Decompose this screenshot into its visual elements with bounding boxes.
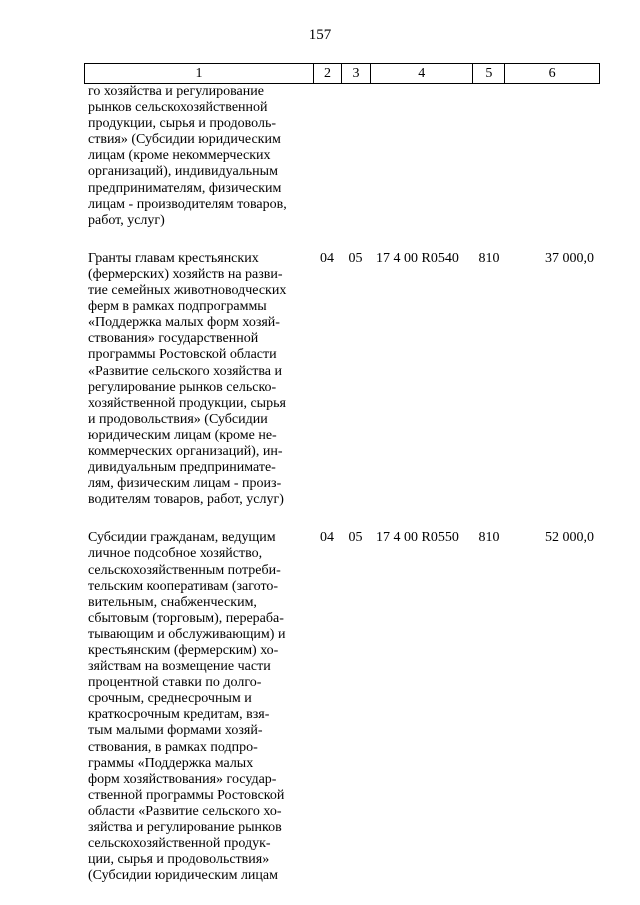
row-vr [473, 84, 505, 229]
header-col-5: 5 [472, 64, 504, 83]
row-vr: 810 [478, 530, 500, 546]
header-col-2: 2 [313, 64, 341, 83]
row-rz: 04 [320, 530, 334, 546]
table-row [84, 84, 600, 229]
row-vr: 810 [478, 250, 500, 266]
row-pr [341, 84, 370, 229]
page-number: 157 [308, 27, 332, 43]
row-description: го хозяйства и регулирование рынков сельскохозяйственной продукции, сырья и продоволь- ствия» (Субсидии юридическим лицам (кроме некоммерческих организаций), индивидуальным предпринимателям, физическим лицам - производителям товаров, работ, услуг) [88, 84, 287, 228]
table-body [84, 84, 600, 884]
row-pr: 05 [348, 530, 363, 546]
table-header [84, 63, 600, 84]
row-rz: 04 [320, 250, 334, 266]
row-pr: 05 [348, 250, 363, 266]
row-amount: 52 000,0 [545, 530, 594, 546]
row-amount [505, 84, 600, 229]
row-description: Гранты главам крестьянских (фермерских) хозяйств на разви- тие семейных животноводческих ферм в рамках подпрограммы «Поддержка малых форм хозяй- ствования» государственной программы Ростовской области «Развитие сельского хозяйства и регулирование рынков сельско- хозяйственной продукции, сырья и продовольствия» (Субсидии юридическим лицам (кроме не- коммерческих организаций), ин- дивидуальным предпринимате- лям, физическим лицам - произ- водителям товаров, работ, услуг) [88, 250, 287, 508]
header-col-6: 6 [504, 64, 599, 83]
header-col-1: 1 [195, 65, 203, 81]
row-amount: 37 000,0 [545, 250, 594, 266]
row-spacer [84, 508, 600, 530]
table-row [84, 530, 600, 884]
row-csr: 17 4 00 R0540 [376, 250, 459, 266]
header-col-3: 3 [341, 64, 370, 83]
row-rz [313, 84, 341, 229]
table-row [84, 251, 600, 509]
row-csr [370, 84, 473, 229]
row-csr: 17 4 00 R0550 [376, 530, 459, 546]
header-col-4: 4 [370, 64, 473, 83]
row-spacer [84, 229, 600, 251]
row-description: Субсидии гражданам, ведущим личное подсобное хозяйство, сельскохозяйственным потреби- тельским кооперативам (загото- вительным, снабженческим, сбытовым (торговым), перераба- тывающим и обслуживающим) и крестьянским (фермерским) хо- зяйствам на возмещение части процентной ставки по долго- срочным, среднесрочным и краткосрочным кредитам, взя- тым малыми формами хозяй- ствования, в рамках подпро- граммы «Поддержка малых форм хозяйствования» государ- ственной программы Ростовской области «Развитие сельского хо- зяйства и регулирование рынков сельскохозяйственной продук- ции, сырья и продовольствия» (Субсидии юридическим лицам [88, 530, 286, 884]
